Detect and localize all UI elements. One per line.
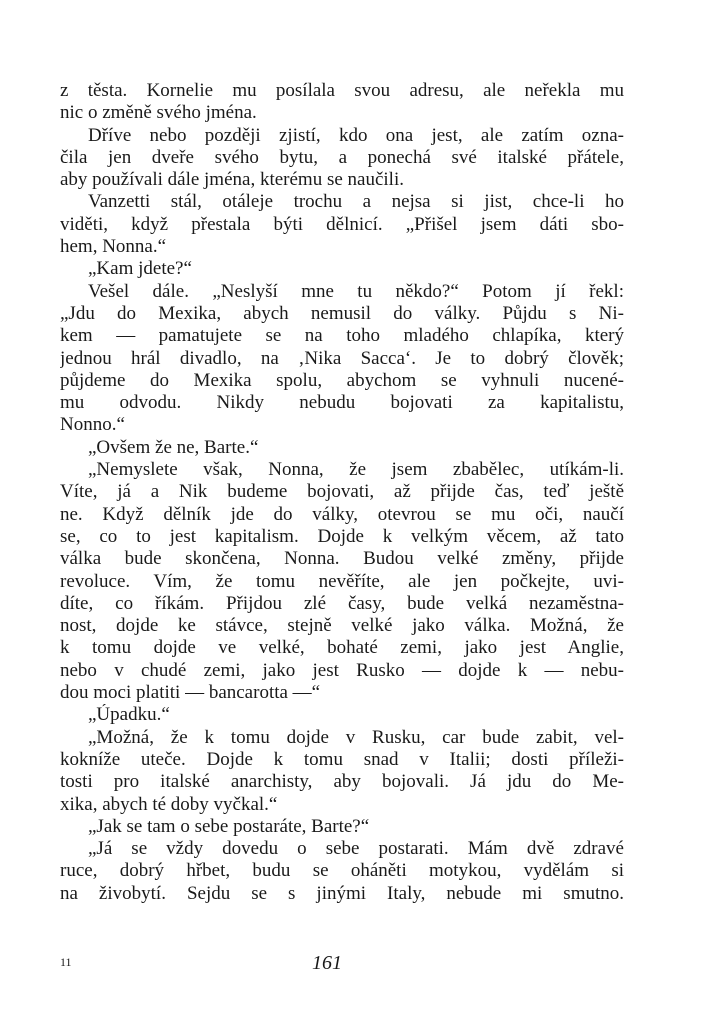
text-line: „Ovšem že ne, Barte.“ <box>88 436 259 458</box>
text-line: „Nemyslete však, Nonna, že jsem zbabělec, utíkám-li. <box>88 459 624 481</box>
text-line: z těsta. Kornelie mu posílala svou adresu, ale neřekla mu <box>60 80 624 101</box>
text-line: xika, abych té doby vyčkal.“ <box>60 793 278 815</box>
text-line: „Kam jdete?“ <box>88 258 192 280</box>
text-line: kem — pamatujete se na toho mladého chlapíka, který <box>60 325 624 347</box>
text-line: Dříve nebo později zjistí, kdo ona jest, ale zatím ozna- <box>88 124 624 146</box>
text-line: dou moci platiti — bancarotta —“ <box>60 682 321 704</box>
text-line: Víte, já a Nik budeme bojovati, až přijde čas, teď ještě <box>60 481 624 503</box>
text-line: nic o změně svého jména. <box>60 102 257 124</box>
text-line: „Já se vždy dovedu o sebe postarati. Mám dvě zdravé <box>88 838 624 860</box>
text-line: nost, dojde ke stávce, stejně velké jako válka. Možná, že <box>60 615 624 637</box>
text-line: Vešel dále. „Neslyší mne tu někdo?“ Potom jí řekl: <box>88 280 624 302</box>
text-line: ruce, dobrý hřbet, budu se oháněti motykou, vydělám si <box>60 860 624 882</box>
page-number: 161 <box>312 952 342 974</box>
text-line: „Úpadku.“ <box>88 704 170 726</box>
text-line: nebo v chudé zemi, jako jest Rusko — dojde k — nebu- <box>60 659 624 681</box>
text-line: „Jdu do Mexika, abych nemusil do války. Půjdu s Ni- <box>60 302 624 324</box>
body-text <box>60 80 624 905</box>
signature-mark: 11 <box>60 955 72 969</box>
text-line: válka bude skončena, Nonna. Budou velké změny, přijde <box>60 548 624 570</box>
text-line: „Možná, že k tomu dojde v Rusku, car bude zabit, vel- <box>88 726 624 748</box>
text-line: tosti pro italské anarchisty, aby bojovali. Já jdu do Me- <box>60 771 624 793</box>
text-line: aby používali dále jména, kterému se naučili. <box>60 169 404 191</box>
text-line: „Jak se tam o sebe postaráte, Barte?“ <box>88 815 370 837</box>
text-line: na živobytí. Sejdu se s jinými Italy, nebude mi smutno. <box>60 882 624 904</box>
text-line: mu odvodu. Nikdy nebudu bojovati za kapitalistu, <box>60 392 624 414</box>
text-line: k tomu dojde ve velké, bohaté zemi, jako jest Anglie, <box>60 637 624 659</box>
text-line: čila jen dveře svého bytu, a ponechá své italské přátele, <box>60 146 624 168</box>
text-line: viděti, když přestala býti dělnicí. „Přišel jsem dáti sbo- <box>60 213 624 235</box>
text-line: půjdeme do Mexika spolu, abychom se vyhnuli nucené- <box>60 369 624 391</box>
text-line: kokníže uteče. Dojde k tomu snad v Italii; dosti příleži- <box>60 748 624 770</box>
text-line: ne. Když dělník jde do války, otevrou se mu oči, naučí <box>60 503 624 525</box>
text-line: jednou hrál divadlo, na ‚Nika Sacca‘. Je to dobrý člověk; <box>60 347 624 369</box>
text-line: díte, co říkám. Přijdou zlé časy, bude velká nezaměstna- <box>60 592 624 614</box>
text-line: Nonno.“ <box>60 414 125 436</box>
text-line: Vanzetti stál, otáleje trochu a nejsa si jist, chce-li ho <box>88 191 624 213</box>
text-line: se, co to jest kapitalism. Dojde k velkým věcem, až tato <box>60 525 624 547</box>
text-line: revoluce. Vím, že tomu nevěříte, ale jen počkejte, uvi- <box>60 570 624 592</box>
text-line: hem, Nonna.“ <box>60 236 167 258</box>
